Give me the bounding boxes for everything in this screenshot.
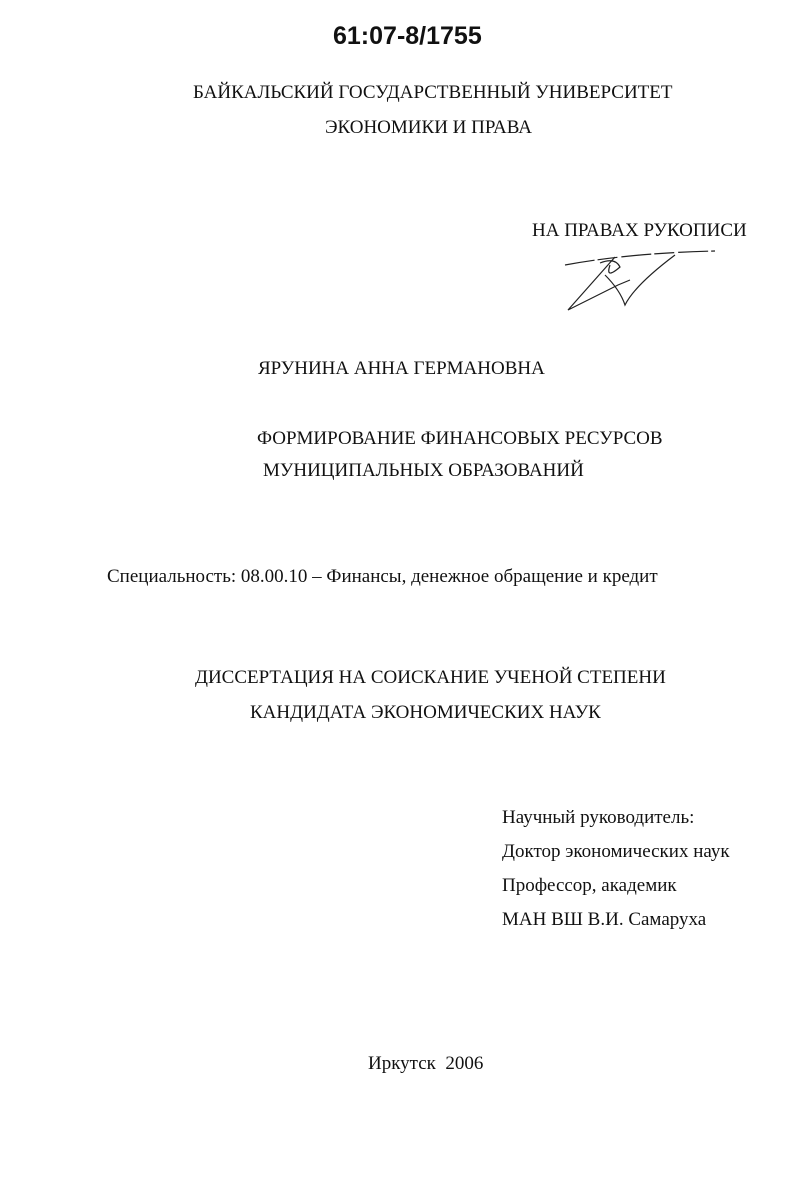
archive-code: 61:07-8/1755 bbox=[333, 22, 482, 50]
signature-icon bbox=[560, 245, 720, 315]
manuscript-note: НА ПРАВАХ РУКОПИСИ bbox=[532, 220, 747, 241]
university-line-2: ЭКОНОМИКИ И ПРАВА bbox=[325, 117, 532, 138]
degree-line-1: ДИССЕРТАЦИЯ НА СОИСКАНИЕ УЧЕНОЙ СТЕПЕНИ bbox=[195, 667, 666, 688]
advisor-line: Доктор экономических наук bbox=[502, 841, 730, 862]
title-line-2: МУНИЦИПАЛЬНЫХ ОБРАЗОВАНИЙ bbox=[263, 460, 584, 481]
advisor-line: Научный руководитель: bbox=[502, 807, 695, 828]
author-name: ЯРУНИНА АННА ГЕРМАНОВНА bbox=[258, 358, 545, 379]
advisor-line: МАН ВШ В.И. Самаруха bbox=[502, 909, 707, 930]
specialty: Специальность: 08.00.10 – Финансы, денежное обращение и кредит bbox=[107, 566, 658, 587]
title-line-1: ФОРМИРОВАНИЕ ФИНАНСОВЫХ РЕСУРСОВ bbox=[257, 428, 663, 449]
degree-line-2: КАНДИДАТА ЭКОНОМИЧЕСКИХ НАУК bbox=[250, 702, 601, 723]
city-year: Иркутск 2006 bbox=[368, 1053, 484, 1074]
advisor-line: Профессор, академик bbox=[502, 875, 677, 896]
university-line-1: БАЙКАЛЬСКИЙ ГОСУДАРСТВЕННЫЙ УНИВЕРСИТЕТ bbox=[193, 82, 673, 103]
